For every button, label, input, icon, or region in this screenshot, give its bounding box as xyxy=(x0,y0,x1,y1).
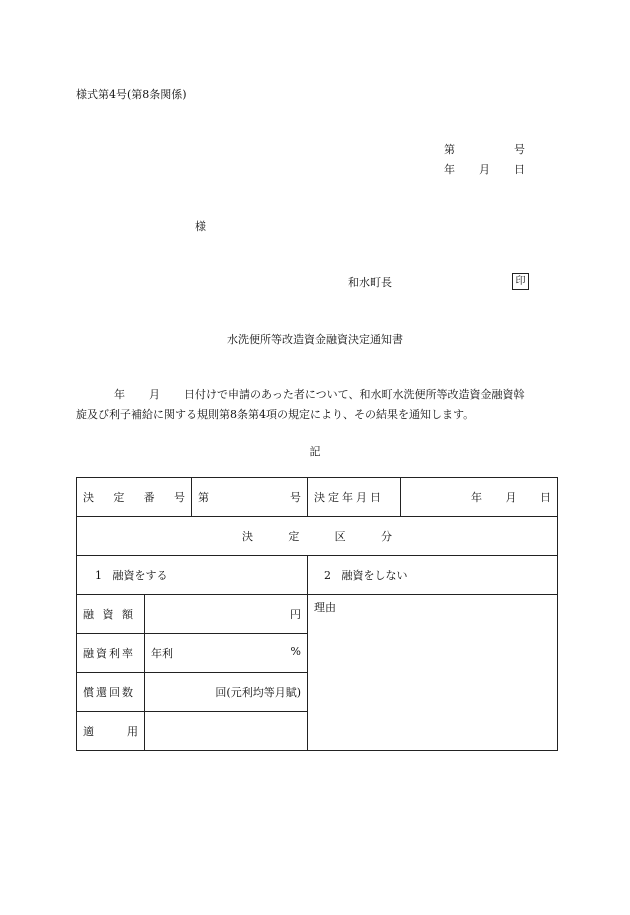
loan-rate-prefix: 年利 xyxy=(151,647,173,660)
form-label: 様式第4号(第8条関係) xyxy=(76,88,187,101)
option-approve xyxy=(77,556,308,595)
date-day: 日 xyxy=(514,163,525,176)
table-row xyxy=(77,556,558,595)
document-date xyxy=(444,161,525,177)
loan-rate-unit: % xyxy=(290,645,301,658)
decision-category-heading: 決 定 区 分 xyxy=(77,517,558,556)
repayment-value: 回(元利均等月賦) xyxy=(145,673,308,712)
reason-cell xyxy=(308,595,558,751)
option-approve-number: 1 xyxy=(95,569,102,582)
table-row xyxy=(77,595,558,634)
option-deny-text: 融資をしない xyxy=(341,569,408,582)
option-deny xyxy=(308,556,558,595)
seal-mark: 印 xyxy=(512,273,529,290)
loan-rate-label: 融資利率 xyxy=(77,634,145,673)
number-suffix: 号 xyxy=(514,143,525,156)
decision-date-label: 決定年月日 xyxy=(308,478,401,517)
table-row xyxy=(77,478,558,517)
date-year: 年 xyxy=(444,163,455,176)
remarks-label: 適 用 xyxy=(77,712,145,751)
body-year: 年 xyxy=(114,388,125,401)
reason-label: 理由 xyxy=(314,601,336,614)
body-line-1 xyxy=(114,386,524,402)
body-line-1-text: 日付けで申請のあった者について、和水町水洗便所等改造資金融資斡 xyxy=(184,388,525,401)
option-approve-text: 融資をする xyxy=(112,569,168,582)
loan-amount-value: 円 xyxy=(145,595,308,634)
decision-table xyxy=(76,477,558,751)
loan-rate-value xyxy=(145,634,308,673)
repayment-label: 償還回数 xyxy=(77,673,145,712)
body-line-2: 旋及び利子補給に関する規則第8条第4項の規定により、その結果を通知します。 xyxy=(76,408,475,421)
addressee-suffix: 様 xyxy=(195,220,206,233)
note-heading: 記 xyxy=(309,445,321,458)
number-prefix: 第 xyxy=(444,143,455,156)
body-month: 月 xyxy=(149,388,160,401)
decision-date-value: 年 月 日 xyxy=(401,478,558,517)
remarks-value xyxy=(145,712,308,751)
document-number xyxy=(444,141,525,157)
date-month: 月 xyxy=(479,163,490,176)
loan-amount-label: 融 資 額 xyxy=(77,595,145,634)
decision-number-label: 決 定 番 号 xyxy=(77,478,192,517)
document-title: 水洗便所等改造資金融資決定通知書 xyxy=(227,333,403,346)
decision-number-value: 第 号 xyxy=(192,478,308,517)
option-deny-number: 2 xyxy=(324,569,331,582)
sender-title: 和水町長 xyxy=(348,276,392,289)
table-row xyxy=(77,517,558,556)
